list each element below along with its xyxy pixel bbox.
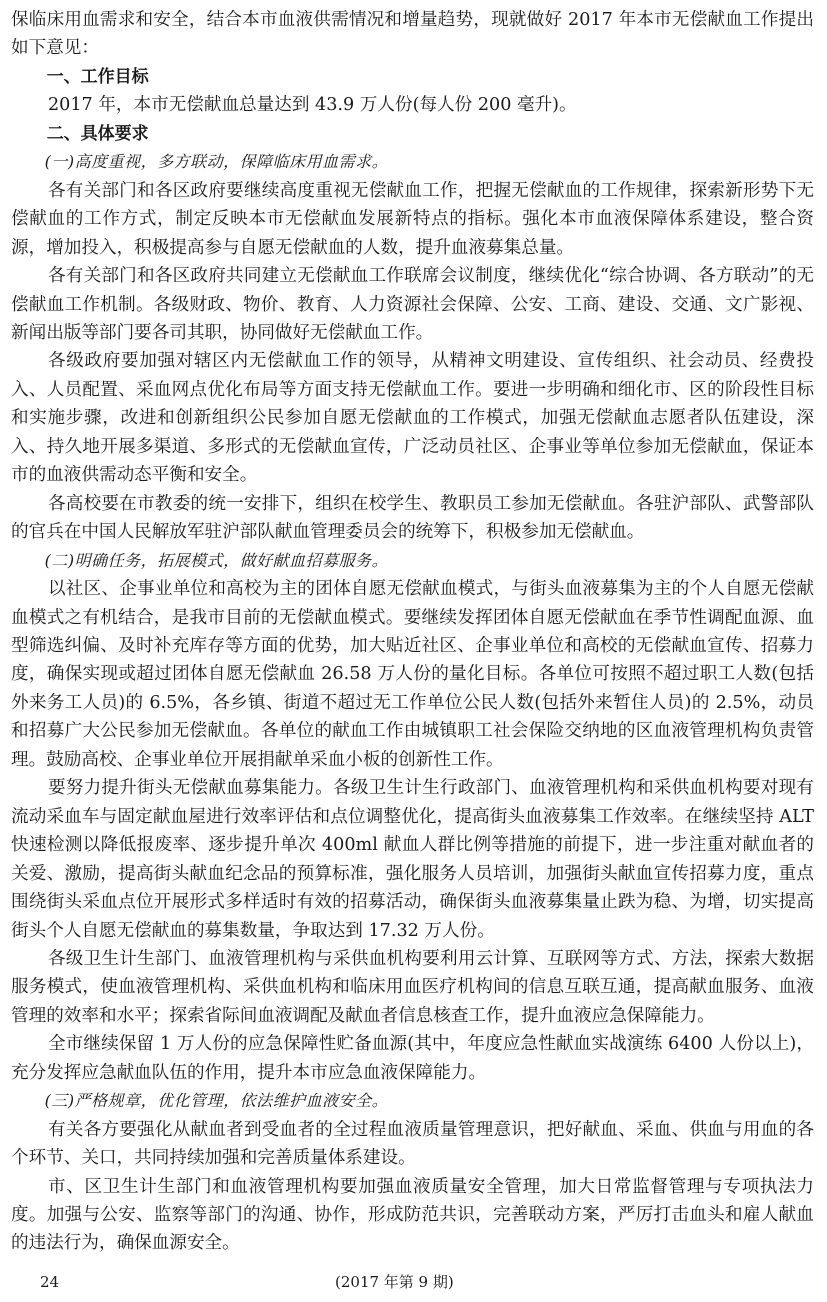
document-body [11,0,814,1258]
goal-paragraph: 2017 年，本市无偿献血总量达到 43.9 万人份(每人份 200 毫升)。 [47,95,577,116]
body-paragraph: 各有关部门和各区政府要继续高度重视无偿献血工作，把握无偿献血的工作规律，探索新形势下无偿献血的工作方式，制定反映本市无偿献血发展新特点的指标。强化本市血液保障体系建设，整合资源，增加投入，积极提高参与自愿无偿献血的人数，提升血液募集总量。 [11,180,814,258]
page-footer [0,1272,827,1302]
body-paragraph: 各级政府要加强对辖区内无偿献血工作的领导，从精神文明建设、宣传组织、社会动员、经费投入、人员配置、采血网点优化布局等方面支持无偿献血工作。要进一步明确和细化市、区的阶段性目标和实施步骤，改进和创新组织公民参加自愿无偿献血的工作模式，加强无偿献血志愿者队伍建设，深入、持久地开展多渠道、多形式的无偿献血宣传，广泛动员社区、企事业等单位参加无偿献血，保证本市的血液供需动态平衡和安全。 [11,351,814,486]
subheading-1: (一)高度重视，多方联动，保障临床用血需求。 [44,152,389,172]
body-paragraph: 各有关部门和各区政府共同建立无偿献血工作联席会议制度，继续优化“综合协调、各方联动”的无偿献血工作机制。各级财政、物价、教育、人力资源社会保障、公安、工商、建设、交通、文广影视、新闻出版等部门要各司其职，协同做好无偿献血工作。 [11,266,814,343]
issue-label: (2017 年第 9 期) [335,1272,454,1291]
section-heading-requirements: 二、具体要求 [46,123,149,144]
body-paragraph: 有关各方要强化从献血者到受血者的全过程血液质量管理意识，把好献血、采血、供血与用血的各个环节、关口，共同持续加强和完善质量体系建设。 [11,1119,814,1169]
section-heading-goals: 一、工作目标 [46,66,149,87]
body-paragraph: 要努力提升街头无偿献血募集能力。各级卫生计生行政部门、血液管理机构和采供血机构要对现有流动采血车与固定献血屋进行效率评估和点位调整优化，提高街头血液募集工作效率。在继续坚持 ALT 快速检测以降低报废率、逐步提升单次 400ml 献血人群比例等措施的前提下，进一步注重对献血者的关爱、激励，提高街头献血纪念品的预算标准，强化服务人员培训，加强街头献血宣传招募力度，重点围绕街头采血点位开展形式多样适时有效的招募活动，确保街头血液募集量止跌为稳、为增，切实提高街头个人自愿无偿献血的募集数量，争取达到 17.32 万人份。 [11,778,814,941]
body-paragraph: 各级卫生计生部门、血液管理机构与采供血机构要利用云计算、互联网等方式、方法，探索大数据服务模式，使血液管理机构、采供血机构和临床用血医疗机构间的信息互联互通，提高献血服务、血液管理的效率和水平；探索省际间血液调配及献血者信息核查工作，提升血液应急保障能力。 [11,948,814,1026]
intro-paragraph: 保临床用血需求和安全，结合本市血液供需情况和增量趋势，现就做好 2017 年本市无偿献血工作提出如下意见： [11,10,814,59]
page-number: 24 [40,1272,60,1291]
body-paragraph: 以社区、企事业单位和高校为主的团体自愿无偿献血模式，与街头血液募集为主的个人自愿无偿献血模式之有机结合，是我市目前的无偿献血模式。要继续发挥团体自愿无偿献血在季节性调配血源、血型筛选纠偏、及时补充库存等方面的优势，加大贴近社区、企事业单位和高校的无偿献血宣传、招募力度，确保实现或超过团体自愿无偿献血 26.58 万人份的量化目标。各单位可按照不超过职工人数(包括外来务工人员)的 6.5%，各乡镇、街道不超过无工作单位公民人数(包括外来暂住人员)的 2.5%，动员和招募广大公民参加无偿献血。各单位的献血工作由城镇职工社会保险交纳地的区血液管理机构负责管理。鼓励高校、企事业单位开展捐献单采血小板的创新性工作。 [11,579,814,770]
body-paragraph: 各高校要在市教委的统一安排下，组织在校学生、教职员工参加无偿献血。各驻沪部队、武警部队的官兵在中国人民解放军驻沪部队献血管理委员会的统筹下，积极参加无偿献血。 [11,493,814,543]
subheading-3: (三)严格规章，优化管理，依法维护血液安全。 [44,1091,389,1111]
body-paragraph: 市、区卫生计生部门和血液管理机构要加强血液质量安全管理，加大日常监督管理与专项执法力度。加强与公安、监察等部门的沟通、协作，形成防范共识，完善联动方案，严厉打击血头和雇人献血的违法行为，确保血源安全。 [11,1176,814,1254]
subheading-2: (二)明确任务，拓展模式，做好献血招募服务。 [44,550,389,570]
body-paragraph: 全市继续保留 1 万人份的应急保障性贮备血源(其中，年度应急性献血实战演练 6400 人份以上)，充分发挥应急献血队伍的作用，提升本市应急血液保障能力。 [11,1034,814,1083]
